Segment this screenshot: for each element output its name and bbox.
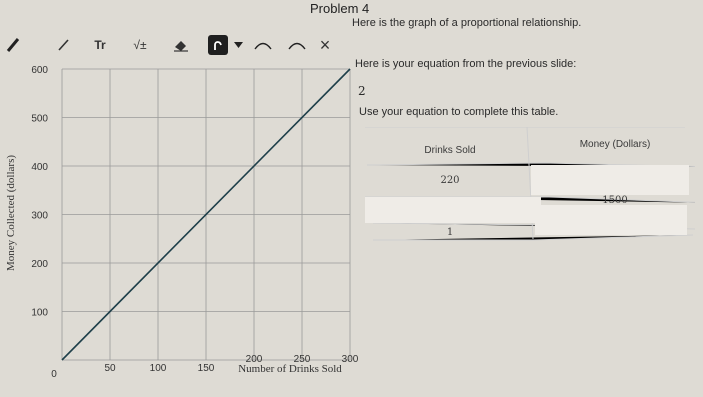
x-tick-label-0: 0 bbox=[51, 369, 57, 380]
text-tool-button[interactable]: Tr bbox=[94, 38, 106, 52]
table-cell-money-row1[interactable] bbox=[545, 171, 685, 189]
proportional-graph bbox=[0, 55, 360, 385]
select-arrow-icon[interactable] bbox=[2, 34, 24, 56]
y-tick-label-300: 300 bbox=[31, 210, 48, 222]
y-tick-label-600: 600 bbox=[31, 65, 48, 76]
y-tick-label-100: 100 bbox=[31, 307, 48, 319]
y-tick-label-200: 200 bbox=[31, 259, 48, 270]
x-tick-label-150: 150 bbox=[197, 363, 215, 374]
x-tick-label-200: 200 bbox=[245, 354, 263, 365]
y-axis-label: Money Collected (dollars) bbox=[5, 154, 17, 272]
close-button[interactable]: × bbox=[319, 34, 331, 55]
equation-intro-text: Here is your equation from the previous slide: bbox=[355, 58, 577, 70]
table-cell-drinks-row1: 220 bbox=[440, 174, 460, 186]
eraser-icon[interactable] bbox=[170, 34, 192, 56]
table-cell-money-row2: 1500 bbox=[602, 194, 628, 206]
problem-title: Problem 4 bbox=[310, 1, 370, 16]
x-axis-label: Number of Drinks Sold bbox=[238, 363, 342, 375]
table-cell-drinks-row2[interactable] bbox=[385, 201, 515, 219]
x-tick-label-100: 100 bbox=[149, 363, 167, 374]
x-tick-label-250: 250 bbox=[293, 354, 311, 365]
table-instruction-text: Use your equation to complete this table. bbox=[359, 106, 559, 118]
drinks-money-table bbox=[355, 127, 695, 247]
arc-tool-alt-icon[interactable] bbox=[284, 34, 310, 56]
math-tool-button[interactable]: √± bbox=[133, 38, 147, 52]
table-cell-drinks-row3: 1 bbox=[446, 226, 454, 238]
y-tick-labels bbox=[31, 65, 48, 319]
table-header-drinks: Drinks Sold bbox=[424, 144, 476, 156]
y-tick-label-400: 400 bbox=[31, 162, 48, 173]
x-tick-label-300: 300 bbox=[341, 354, 359, 365]
table-header-money: Money (Dollars) bbox=[579, 138, 651, 150]
arc-tool-icon[interactable] bbox=[250, 34, 276, 56]
previous-equation-value: 2 bbox=[358, 84, 366, 98]
curve-tool-icon[interactable] bbox=[206, 34, 230, 56]
pencil-icon[interactable] bbox=[52, 34, 74, 56]
table-cell-money-row3[interactable] bbox=[545, 217, 685, 235]
x-tick-label-50: 50 bbox=[104, 363, 116, 374]
graph-intro-text: Here is the graph of a proportional relationship. bbox=[352, 17, 582, 29]
dropdown-icon[interactable] bbox=[232, 34, 244, 56]
y-tick-label-500: 500 bbox=[31, 113, 48, 125]
